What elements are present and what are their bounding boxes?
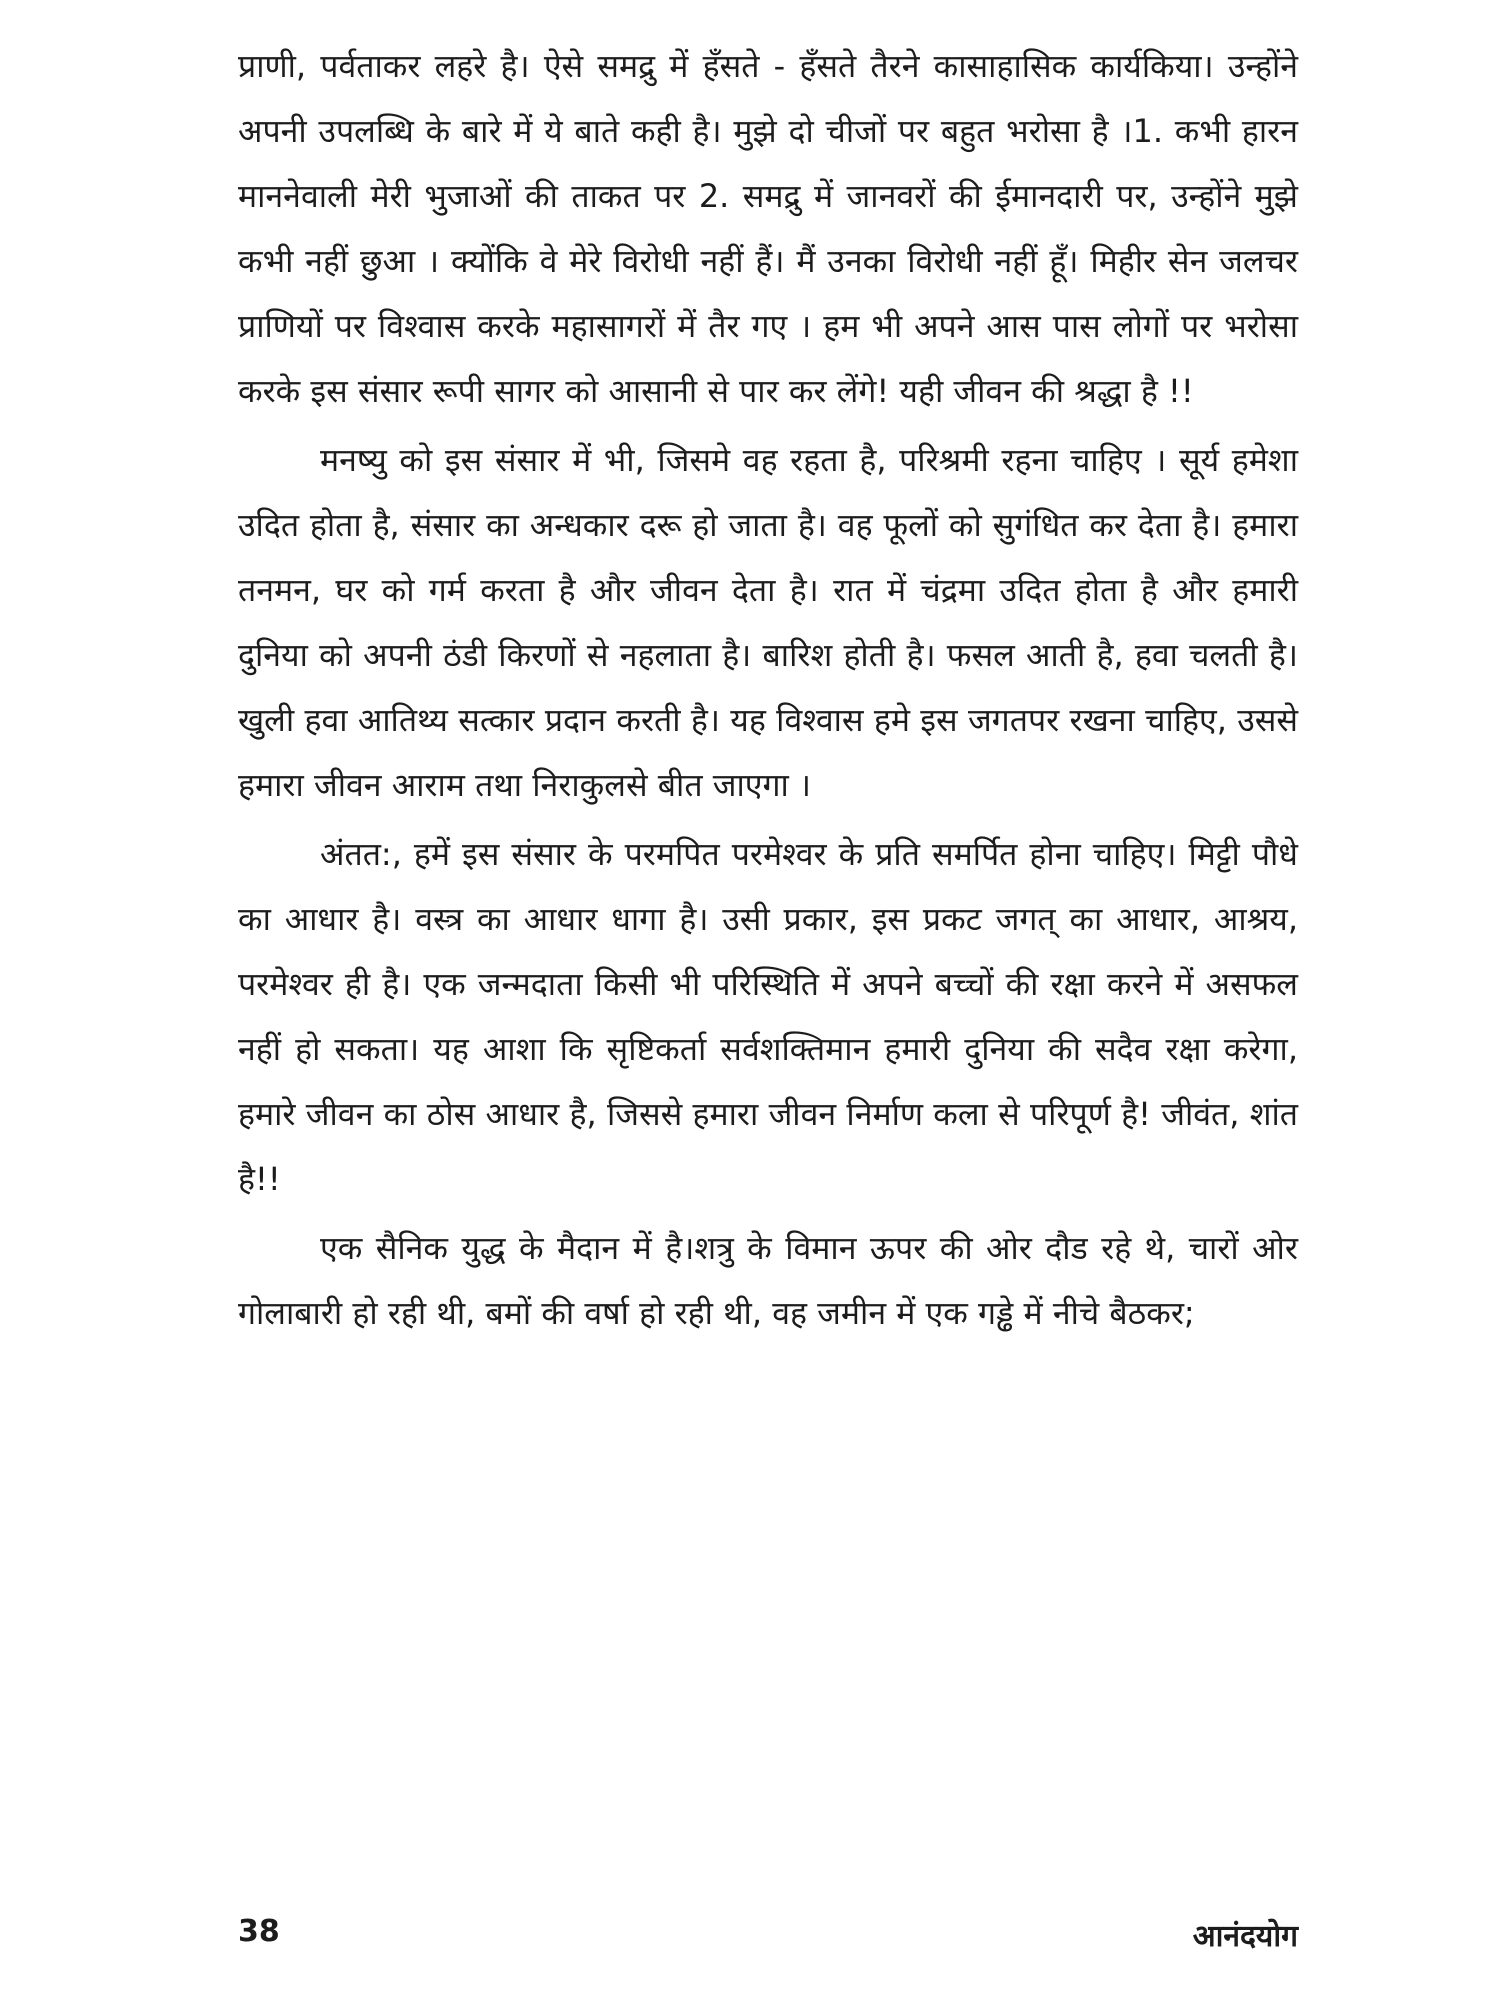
paragraph-1: प्राणी, पर्वताकर लहरे है। ऐसे समद्रु में हँसते - हँसते तैरने कासाहासिक कार्यकिया। उन्होंने अपनी उपलब्धि के बारे में ये बाते कही है। मुझे दो चीजों पर बहुत भरोसा है ।1. कभी हारन माननेवाली मेरी भुजाओं की ताकत पर 2. समद्रु में जानवरों की ईमानदारी पर, उन्होंने मुझे कभी नहीं छुआ । क्योंकि वे मेरे विरोधी नहीं हैं। मैं उनका विरोधी नहीं हूँ। मिहीर सेन जलचर प्राणियों पर विश्वास करके महासागरों में तैर गए । हम भी अपने आस पास लोगों पर भरोसा करके इस संसार रूपी सागर को आसानी से पार कर लेंगे! यही जीवन की श्रद्धा है !! xyxy=(238,47,1298,410)
book-title: आनंदयोग xyxy=(1192,1919,1298,1954)
page-footer xyxy=(238,1914,1298,1964)
paragraph-4: एक सैनिक युद्ध के मैदान में है।शत्रु के विमान ऊपर की ओर दौड रहे थे, चारों ओर गोलाबारी हो रही थी, बमों की वर्षा हो रही थी, वह जमीन में एक गड्ढे में नीचे बैठकर; xyxy=(238,1229,1298,1332)
paragraph-2: मनष्यु को इस संसार में भी, जिसमे वह रहता है, परिश्रमी रहना चाहिए । सूर्य हमेशा उदित होता है, संसार का अन्धकार दरू हो जाता है। वह फूलों को सुगंधित कर देता है। हमारा तनमन, घर को गर्म करता है और जीवन देता है। रात में चंद्रमा उदित होता है और हमारी दुनिया को अपनी ठंडी किरणों से नहलाता है। बारिश होती है। फसल आती है, हवा चलती है। खुली हवा आतिथ्य सत्कार प्रदान करती है। यह विश्वास हमे इस जगतपर रखना चाहिए, उससे हमारा जीवन आराम तथा निराकुलसे बीत जाएगा । xyxy=(238,441,1298,804)
paragraph-3: अंतत:, हमें इस संसार के परमपित परमेश्वर के प्रति समर्पित होना चाहिए। मिट्टी पौधे का आधार है। वस्त्र का आधार धागा है। उसी प्रकार, इस प्रकट जगत् का आधार, आश्रय, परमेश्वर ही है। एक जन्मदाता किसी भी परिस्थिति में अपने बच्चों की रक्षा करने में असफल नहीं हो सकता। यह आशा कि सृष्टिकर्ता सर्वशक्तिमान हमारी दुनिया की सदैव रक्षा करेगा, हमारे जीवन का ठोस आधार है, जिससे हमारा जीवन निर्माण कला से परिपूर्ण है! जीवंत, शांत है!! xyxy=(238,835,1298,1198)
page-number: 38 xyxy=(238,1914,280,1949)
body-text xyxy=(238,34,1298,1346)
